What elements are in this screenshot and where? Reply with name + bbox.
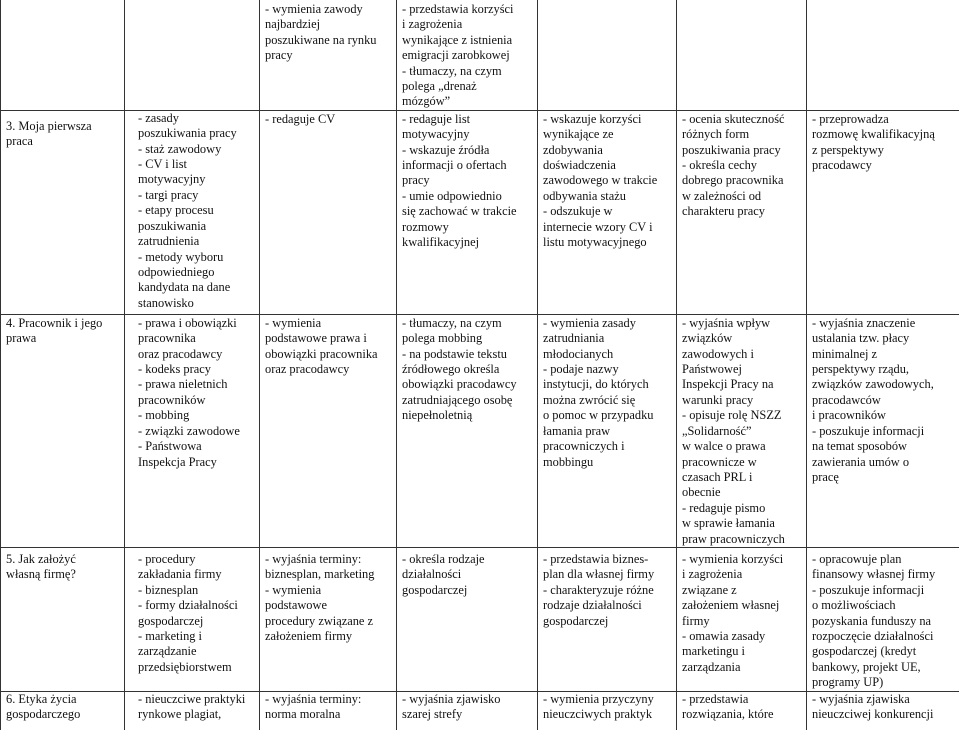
table-cell [677,110,807,314]
cell-text [812,0,956,2]
table-cell [807,691,959,730]
section-title: 4. Pracownik i jego prawa [6,315,121,347]
table-row [1,691,959,730]
cell-text: - określa rodzaje działalności gospodarczej [402,548,534,598]
table-cell [125,547,260,691]
cell-text: - przedstawia korzyści i zagrożenia wynikające z istnienia emigracji zarobkowej - tłumaczy, na czym polega „drenaż mózgów” [402,0,534,110]
cell-text: - redaguje list motywacyjny - wskazuje źródła informacji o ofertach pracy - umie odpowiednio się zachować w trakcie rozmowy kwalifikacyjnej [402,111,534,251]
table-cell [677,314,807,547]
table-cell [397,314,538,547]
table-cell [125,314,260,547]
table-cell [260,110,397,314]
table-row [1,547,959,691]
cell-text: - wymienia zawody najbardziej poszukiwane na rynku pracy [265,0,393,64]
cell-text: - wymienia podstawowe prawa i obowiązki pracownika oraz pracodawcy [265,315,393,378]
cell-text: - wyjaśnia zjawiska nieuczciwej konkurencji [812,692,956,723]
table-cell [125,0,260,110]
cell-text: - zasady poszukiwania pracy - staż zawodowy - CV i list motywacyjny - targi pracy - etapy procesu poszukiwania zatrudnienia - metody wyboru odpowiedniego kandydata na dane stanowisko [130,111,256,311]
table-cell [397,691,538,730]
cell-text: - przedstawia rozwiązania, które [682,692,803,723]
cell-text: - prawa i obowiązki pracownika oraz pracodawcy - kodeks pracy - prawa nieletnich pracowników - mobbing - związki zawodowe - Państwowa Inspekcja Pracy [130,315,256,470]
table-cell [125,691,260,730]
section-title-cell [1,691,125,730]
cell-text: - wskazuje korzyści wynikające ze zdobywania doświadczenia zawodowego w trakcie odbywania stażu - odszukuje w internecie wzory CV i listu motywacyjnego [543,111,673,251]
table-cell [125,110,260,314]
cell-text: - nieuczciwe praktyki rynkowe plagiat, [130,692,256,723]
table-cell [807,547,959,691]
cell-text: - wyjaśnia wpływ związków zawodowych i Państwowej Inspekcji Pracy na warunki pracy - opisuje rolę NSZZ „Solidarność” w walce o prawa pracownicze w czasach PRL i obecnie - redaguje pismo w sprawie łamania praw pracowniczych [682,315,803,547]
table-cell [1,0,125,110]
table-cell [397,0,538,110]
cell-text: - wymienia przyczyny nieuczciwych praktyk [543,692,673,723]
cell-text: - redaguje CV [265,111,393,127]
cell-text: - procedury zakładania firmy - biznesplan - formy działalności gospodarczej - marketing i zarządzanie przedsiębiorstwem [130,548,256,675]
cell-text: - wyjaśnia terminy: norma moralna [265,692,393,723]
table-cell [538,547,677,691]
cell-text: - wymienia zasady zatrudniania młodocianych - podaje nazwy instytucji, do których można zwrócić się o pomoc w przypadku łamania praw pracowniczych i mobbingu [543,315,673,470]
table-cell [807,0,959,110]
cell-text: - wyjaśnia terminy: biznesplan, marketing - wymienia podstawowe procedury związane z założeniem firmy [265,548,393,644]
table-cell [538,0,677,110]
table-cell [397,547,538,691]
cell-text: - wyjaśnia znaczenie ustalania tzw. płacy minimalnej z perspektywy rządu, związków zawodowych, pracodawców i pracowników - poszukuje informacji na temat sposobów zawierania umów o pracę [812,315,956,485]
cell-text: - tłumaczy, na czym polega mobbing - na podstawie tekstu źródłowego określa obowiązki pracodawcy zatrudniającego osobę niepełnoletnią [402,315,534,424]
table-cell [538,314,677,547]
section-title: 3. Moja pierwsza praca [6,111,121,150]
section-title-cell [1,547,125,691]
cell-text [543,0,673,2]
cell-text: - ocenia skuteczność różnych form poszukiwania pracy - określa cechy dobrego pracownika w zależności od charakteru pracy [682,111,803,220]
cell-text [682,0,803,2]
table-cell [260,547,397,691]
section-title-cell [1,314,125,547]
table-cell [260,314,397,547]
section-title-cell [1,110,125,314]
section-title: 6. Etyka życia gospodarczego [6,692,121,723]
table-cell [677,691,807,730]
table-row [1,0,959,110]
table-cell [677,0,807,110]
table-cell [397,110,538,314]
cell-text: - przeprowadza rozmowę kwalifikacyjną z perspektywy pracodawcy [812,111,956,174]
cell-text: - opracowuje plan finansowy własnej firmy - poszukuje informacji o możliwościach pozyskania funduszy na rozpoczęcie działalności gospodarczej (kredyt bankowy, projekt UE, programy UP) [812,548,956,691]
table-cell [260,691,397,730]
section-title: 5. Jak założyć własną firmę? [6,548,121,583]
table-cell [260,0,397,110]
table-cell [677,547,807,691]
table-cell [807,314,959,547]
table-cell [538,691,677,730]
cell-text: - wymienia korzyści i zagrożenia związane z założeniem własnej firmy - omawia zasady marketingu i zarządzania [682,548,803,675]
table-cell [538,110,677,314]
cell-text: - wyjaśnia zjawisko szarej strefy [402,692,534,723]
table-row [1,110,959,314]
cell-text: - przedstawia biznes- plan dla własnej firmy - charakteryzuje różne rodzaje działalności gospodarczej [543,548,673,629]
table-cell [807,110,959,314]
table-row [1,314,959,547]
